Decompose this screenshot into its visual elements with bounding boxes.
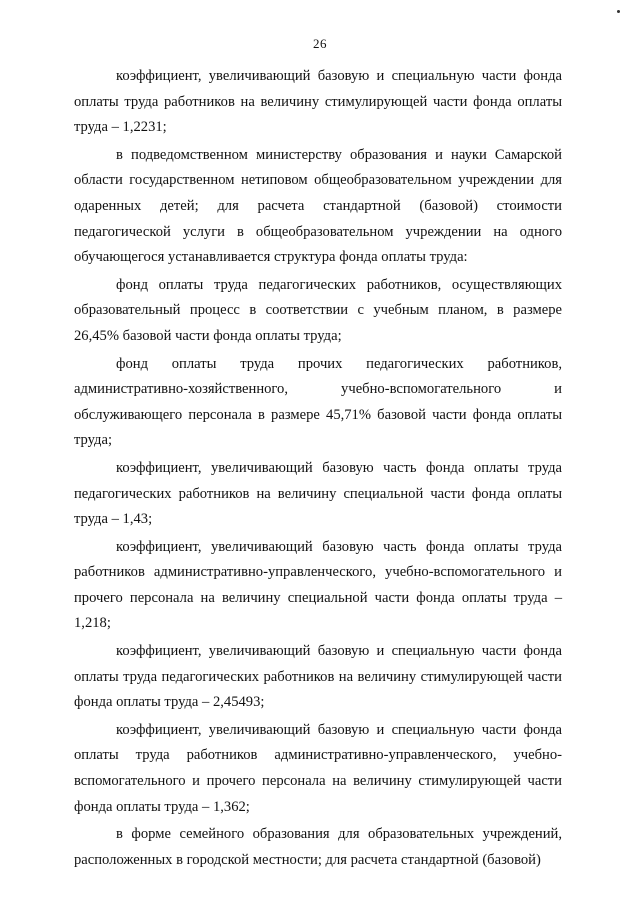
paragraph: коэффициент, увеличивающий базовую часть фонда оплаты труда педагогических работников на величину специальной части фонда оплаты труда – 1,43; xyxy=(74,459,562,528)
paragraph: коэффициент, увеличивающий базовую и специальную части фонда оплаты труда педагогических работников на величину стимулирующей части фонда оплаты труда – 2,45493; xyxy=(74,643,562,711)
page-number: 26 xyxy=(313,36,327,51)
paragraph: в подведомственном министерству образования и науки Самарской области государственном нетиповом общеобразовательном учреждении для одаренных детей; для расчета стандартной (базовой) стоимости педагогической услуги в общеобразовательном учреждении на одного обучающегося устанавливается структура фонда оплаты труда: xyxy=(74,146,562,266)
paragraph: коэффициент, увеличивающий базовую и специальную части фонда оплаты труда работников административно-управленческого, учебно-вспомогательного и прочего персонала на величину стимулирующей части фонда оплаты труда – 1,362; xyxy=(74,721,562,815)
paragraph: коэффициент, увеличивающий базовую часть фонда оплаты труда работников административно-управленческого, учебно-вспомогательного и прочего персонала на величину специальной части фонда оплаты труда – 1,218; xyxy=(74,538,562,632)
paragraph: фонд оплаты труда педагогических работников, осуществляющих образовательный процесс в соответствии с учебным планом, в размере 26,45% базовой части фонда оплаты труда; xyxy=(74,276,562,344)
document-body xyxy=(74,64,562,873)
paragraph: коэффициент, увеличивающий базовую и специальную части фонда оплаты труда работников на величину стимулирующей части фонда оплаты труда – 1,2231; xyxy=(74,68,562,136)
paragraph: фонд оплаты труда прочих педагогических работников, административно-хозяйственного, учебно-вспомогательного и обслуживающего персонала в размере 45,71% базовой части фонда оплаты труда; xyxy=(74,355,562,449)
scan-artifact xyxy=(617,10,620,13)
paragraph: в форме семейного образования для образовательных учреждений, расположенных в городской местности; для расчета стандартной (базовой) xyxy=(74,826,562,868)
